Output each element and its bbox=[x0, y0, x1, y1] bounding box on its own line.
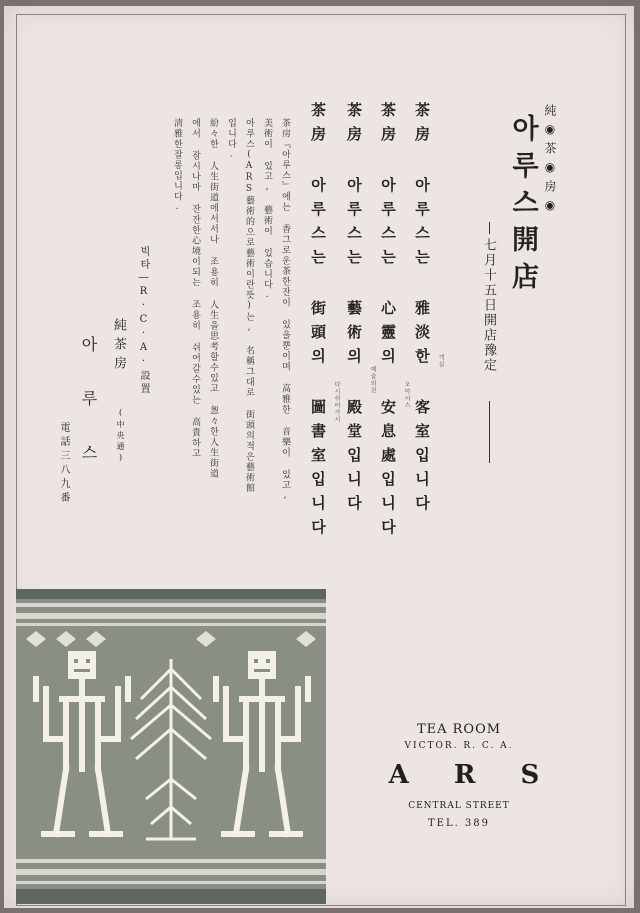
subtitle-rule-top bbox=[489, 222, 490, 234]
page-title: 아루스開店 bbox=[507, 114, 538, 299]
slogan-2-ruby: 오아시스 bbox=[403, 381, 410, 409]
slogan-4: 茶房 아루스는 街頭의 圖書室입니다 bbox=[309, 102, 327, 543]
establishment-note: 빅타―R·C·A·設置 bbox=[138, 246, 149, 396]
slogan-4-ruby: 다시쉬어가시 bbox=[333, 381, 340, 423]
slogan-3-ruby: 예술의전 bbox=[369, 366, 376, 394]
slogan-2: 茶房 아루스는 心靈의 安息處입니다 bbox=[379, 102, 397, 543]
body-line-2: 美術이 있고, 藝術이 있습니다. bbox=[262, 118, 272, 302]
signature-name: 아루스 bbox=[79, 336, 98, 498]
subtitle-rule-bottom bbox=[489, 401, 490, 463]
slogan-3: 茶房 아루스는 藝術의 殿堂입니다 bbox=[345, 102, 363, 519]
english-street: CENTRAL STREET bbox=[408, 801, 510, 811]
english-tel: TEL. 389 bbox=[427, 818, 491, 829]
body-line-7: 淸雅한잘롱입니다. bbox=[172, 118, 182, 214]
brand-chars bbox=[544, 104, 556, 218]
body-line-4: 입니다. bbox=[226, 118, 236, 161]
textile-illustration bbox=[16, 589, 326, 904]
signature-top: 純茶房 bbox=[111, 318, 126, 375]
advertisement-sheet bbox=[4, 6, 634, 908]
body-line-1: 茶房『아루스』에는 香그로운茶한잔이 있을뿐이며 高雅한 音樂이 있고, bbox=[280, 118, 290, 502]
brand-char-1: 純◉ bbox=[543, 104, 557, 142]
opening-date-subtitle: 七月十五日開店豫定 bbox=[481, 238, 496, 373]
textile-pattern-svg bbox=[16, 589, 326, 904]
brand-char-3: 房◉ bbox=[543, 180, 557, 218]
slogan-1-ruby: 객실 bbox=[437, 354, 444, 368]
body-line-5: 紛々한 人生街道에서서나 조용히 人生을思考할수있고 怱々한人生街道 bbox=[208, 118, 218, 479]
signature-phone: 電話三八九番 bbox=[58, 422, 69, 506]
english-tea-room: TEA ROOM bbox=[416, 722, 502, 737]
body-line-6: 에서 잠시나마 잔잔한心境이되는 조용히 쉬어갈수있는 高貴하고 bbox=[190, 118, 200, 459]
english-brand-name: A R S bbox=[388, 760, 558, 790]
english-victor: VICTOR. R. C. A. bbox=[404, 741, 514, 751]
brand-char-2: 茶◉ bbox=[543, 142, 557, 180]
slogan-1: 茶房 아루스는 雅淡한 客室입니다 bbox=[413, 102, 431, 519]
signature-location: (中央通) bbox=[116, 408, 125, 465]
body-line-3: 아루스(ARS藝術的으로藝術이란뜻)는, 名稱그대로 街頭의적은藝術館 bbox=[244, 118, 254, 494]
